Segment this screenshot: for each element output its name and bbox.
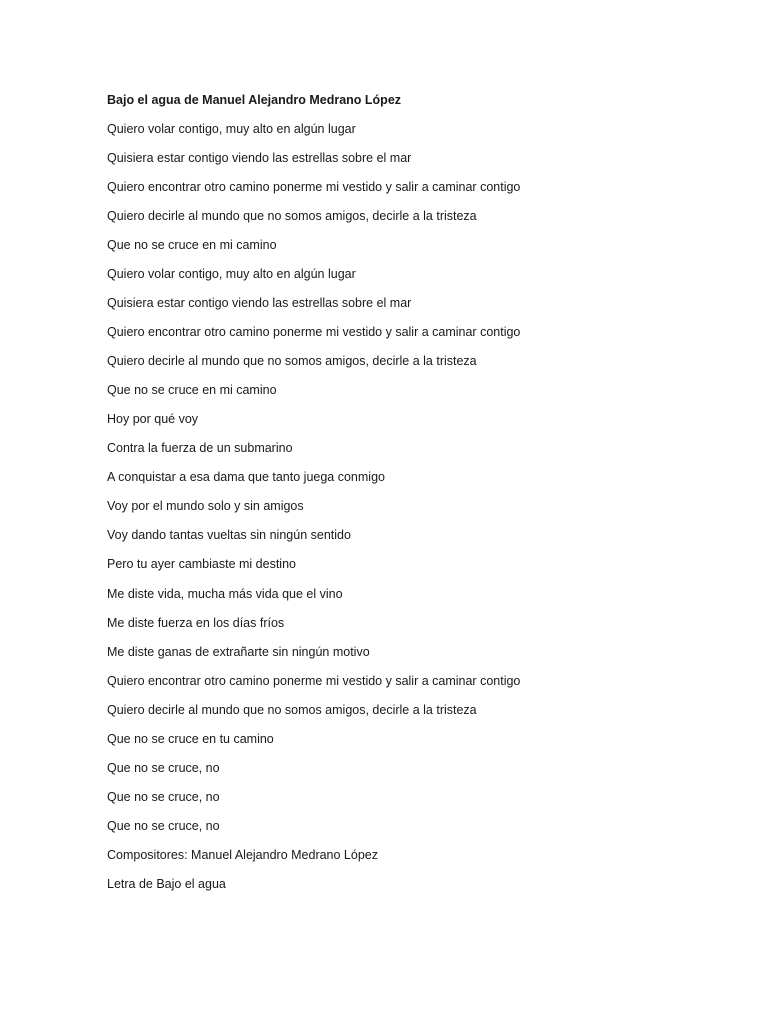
- lyric-line: Que no se cruce en tu camino: [107, 731, 274, 746]
- lyric-line: Voy por el mundo solo y sin amigos: [107, 499, 304, 514]
- lyric-line: Quiero decirle al mundo que no somos amigos, decirle a la tristeza: [107, 702, 477, 717]
- lyric-line: Me diste ganas de extrañarte sin ningún motivo: [107, 644, 370, 659]
- lyric-line: Que no se cruce en mi camino: [107, 238, 277, 253]
- lyrics-source-line: Letra de Bajo el agua: [107, 876, 226, 891]
- lyric-line: Que no se cruce en mi camino: [107, 383, 277, 398]
- lyric-line: Quiero decirle al mundo que no somos amigos, decirle a la tristeza: [107, 354, 477, 369]
- lyric-line: Quiero volar contigo, muy alto en algún lugar: [107, 267, 356, 282]
- document-body: [107, 91, 727, 904]
- lyric-line: A conquistar a esa dama que tanto juega conmigo: [107, 470, 385, 485]
- lyric-line: Me diste fuerza en los días fríos: [107, 615, 285, 630]
- lyric-line: Quisiera estar contigo viendo las estrellas sobre el mar: [107, 296, 412, 311]
- lyric-line: Quiero volar contigo, muy alto en algún lugar: [107, 122, 356, 136]
- lyric-line: Que no se cruce, no: [107, 760, 220, 775]
- lyric-line: Me diste vida, mucha más vida que el vino: [107, 586, 343, 601]
- lyric-line: Quiero encontrar otro camino ponerme mi vestido y salir a caminar contigo: [107, 325, 521, 340]
- lyrics-list: [107, 120, 727, 904]
- lyric-line: Hoy por qué voy: [107, 412, 199, 427]
- lyric-line: Contra la fuerza de un submarino: [107, 441, 293, 456]
- lyric-line: Voy dando tantas vueltas sin ningún sentido: [107, 528, 351, 543]
- lyric-line: Quiero encontrar otro camino ponerme mi vestido y salir a caminar contigo: [107, 180, 521, 195]
- lyric-line: Quisiera estar contigo viendo las estrellas sobre el mar: [107, 151, 412, 166]
- lyric-line: Pero tu ayer cambiaste mi destino: [107, 557, 296, 572]
- lyric-line: Quiero encontrar otro camino ponerme mi vestido y salir a caminar contigo: [107, 673, 521, 688]
- lyric-line: Que no se cruce, no: [107, 818, 220, 833]
- composers-line: Compositores: Manuel Alejandro Medrano López: [107, 847, 378, 862]
- lyric-line: Quiero decirle al mundo que no somos amigos, decirle a la tristeza: [107, 209, 477, 224]
- document-title: Bajo el agua de Manuel Alejandro Medrano López: [107, 93, 402, 107]
- lyric-line: Que no se cruce, no: [107, 789, 220, 804]
